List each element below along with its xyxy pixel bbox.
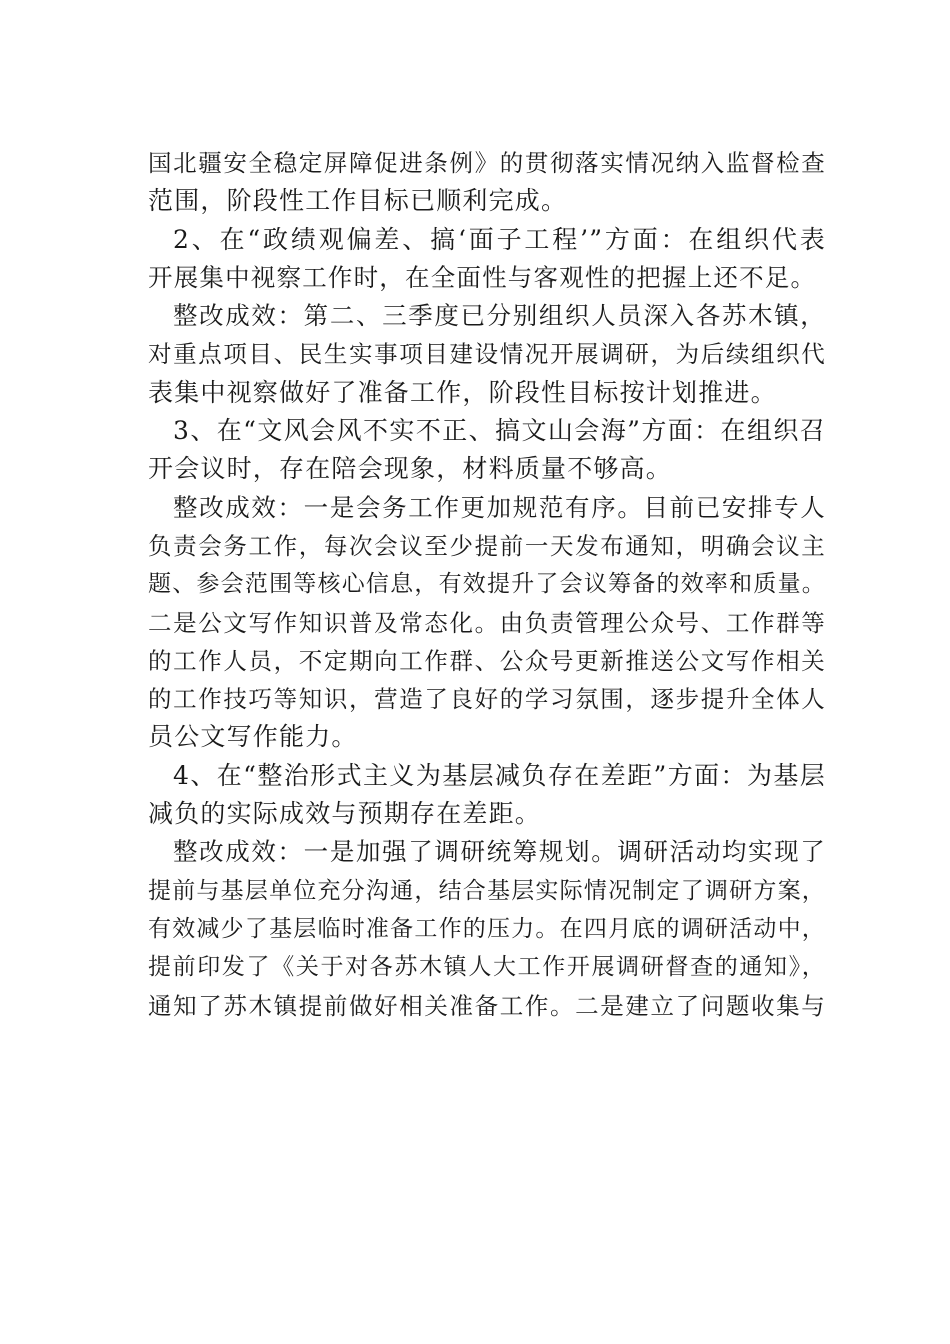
text-line: 提前与基层单位充分沟通，结合基层实际情况制定了调研方案，	[148, 877, 826, 904]
text-line: 的工作人员，不定期向工作群、公众号更新推送公文写作相关	[148, 646, 826, 675]
text-line: 3、在“文风会风不实不正、搞文山会海”方面：在组织召	[173, 416, 826, 446]
text-line: 2、在“政绩观偏差、搞‘面子工程’”方面：在组织代表	[173, 224, 826, 254]
text-line: 负责会务工作，每次会议至少提前一天发布通知，明确会议主	[148, 531, 826, 560]
text-line: 整改成效：一是加强了调研统筹规划。调研活动均实现了	[173, 837, 826, 867]
text-line: 二是公文写作知识普及常态化。由负责管理公众号、工作群等	[148, 608, 826, 637]
text-line: 通知了苏木镇提前做好相关准备工作。二是建立了问题收集与	[148, 991, 826, 1020]
text-line: 整改成效：第二、三季度已分别组织人员深入各苏木镇，	[173, 301, 826, 331]
text-line: 整改成效：一是会务工作更加规范有序。目前已安排专人	[173, 492, 826, 522]
text-line: 对重点项目、民生实事项目建设情况开展调研，为后续组织代	[148, 340, 826, 369]
text-line: 题、参会范围等核心信息，有效提升了会议筹备的效率和质量。	[148, 571, 826, 598]
document-body	[148, 144, 826, 1025]
text-line: 4、在“整治形式主义为基层减负存在差距”方面：为基层	[173, 760, 826, 790]
text-line: 表集中视察做好了准备工作，阶段性目标按计划推进。	[148, 377, 777, 407]
text-line: 有效减少了基层临时准备工作的压力。在四月底的调研活动中，	[148, 915, 826, 942]
text-line: 国北疆安全稳定屏障促进条例》的贯彻落实情况纳入监督检查	[148, 149, 826, 177]
text-line: 开展集中视察工作时，在全面性与客观性的把握上还不足。	[148, 262, 817, 292]
text-line: 减负的实际成效与预期存在差距。	[148, 799, 542, 829]
text-line: 范围，阶段性工作目标已顺利完成。	[148, 186, 568, 216]
text-line: 开会议时，存在陪会现象，材料质量不够高。	[148, 454, 673, 484]
text-line: 员公文写作能力。	[148, 722, 358, 752]
text-line: 提前印发了《关于对各苏木镇人大工作开展调研督查的通知》，	[148, 954, 826, 981]
text-line: 的工作技巧等知识，营造了良好的学习氛围，逐步提升全体人	[148, 685, 826, 714]
